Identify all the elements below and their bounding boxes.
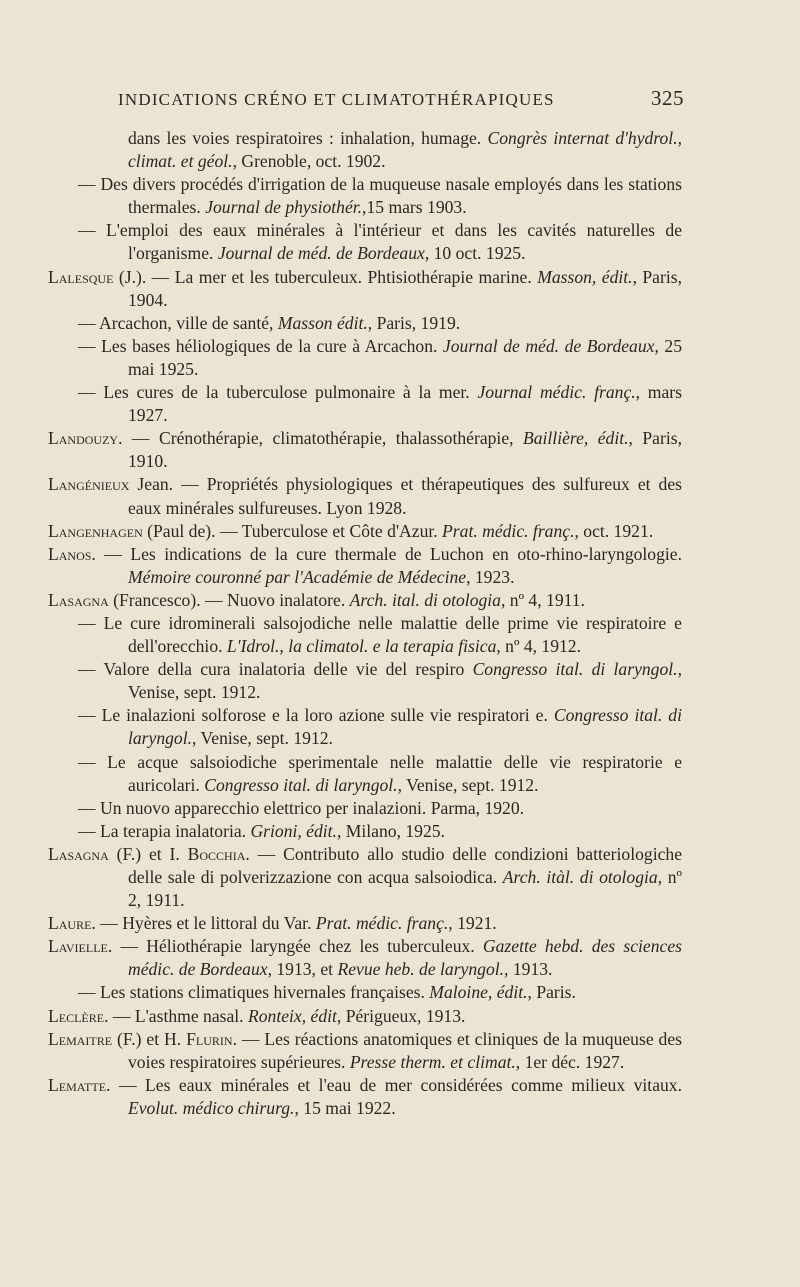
bibliography-entry: Leclère. — L'asthme nasal. Ronteix, édit, Périgueux, 1913. (48, 1005, 466, 1026)
bibliography-entry: — Des divers procédés d'irrigation de la muqueuse nasale employés dans les stations thermales. Journal de physiothér.,15 mars 1903. (78, 174, 682, 218)
bibliography-entry: — La terapia inalatoria. Grioni, édit., Milano, 1925. (78, 820, 445, 841)
bibliography-entry: — Un nuovo apparecchio elettrico per inalazioni. Parma, 1920. (78, 797, 525, 818)
bibliography-entry: Lavielle. — Héliothérapie laryngée chez les tuberculeux. Gazette hebd. des sciences médic. de Bordeaux, 1913, et Revue heb. de laryngol., 1913. (48, 936, 682, 980)
bibliography-entry: Lasagna (F.) et I. Bocchia. — Contributo allo studio delle condizioni batteriologiche delle sale di polverizzazione con acqua salsoiodica. Arch. itàl. di otologia, nº 2, 1911. (48, 843, 683, 911)
bibliography-entry: Langenhagen (Paul de). — Tuberculose et Côte d'Azur. Prat. médic. franç., oct. 1921. (48, 520, 654, 541)
bibliography-entry: Lematte. — Les eaux minérales et l'eau de mer considérées comme milieux vitaux. Evolut. médico chirurg., 15 mai 1922. (48, 1074, 682, 1118)
author-name: Lanos (48, 543, 92, 564)
author-name: Leclère (48, 1005, 105, 1026)
author-name: Bocchia (187, 843, 246, 864)
author-name: Lalesque (48, 266, 114, 287)
bibliography-entry: — Les bases héliologiques de la cure à Arcachon. Journal de méd. de Bordeaux, 25 mai 1925. (78, 335, 682, 379)
author-name: Flurin (186, 1028, 233, 1049)
bibliography-entry: Lalesque (J.). — La mer et les tuberculeux. Phtisiothérapie marine. Masson, édit., Paris, 1904. (48, 266, 682, 310)
author-name: Lasagna (48, 589, 109, 610)
bibliography-entry: — Les cures de la tuberculose pulmonaire à la mer. Journal médic. franç., mars 1927. (78, 382, 683, 426)
running-title: INDICATIONS CRÉNO ET CLIMATOTHÉRAPIQUES (118, 90, 555, 109)
running-header (118, 86, 684, 111)
author-name: Lemaitre (48, 1028, 113, 1049)
author-name: Laure (48, 913, 92, 934)
bibliography-entry: dans les voies respiratoires : inhalation, humage. Congrès internat d'hydrol., climat. et géol., Grenoble, oct. 1902. (128, 128, 682, 172)
author-name: Landouzy (48, 428, 119, 449)
bibliography-entry: — Les stations climatiques hivernales françaises. Maloine, édit., Paris. (78, 982, 576, 1003)
bibliography-entry: — Arcachon, ville de santé, Masson édit., Paris, 1919. (78, 312, 461, 333)
bibliography-entry: — Le cure idrominerali salsojodiche nelle malattie delle prime vie respiratoire e dell'orecchio. L'Idrol., la climatol. e la terapia fisica, nº 4, 1912. (78, 612, 682, 657)
bibliography-entry: — Valore della cura inalatoria delle vie del respiro Congresso ital. di laryngol., Venise, sept. 1912. (78, 659, 682, 703)
page-number: 325 (651, 86, 684, 110)
bibliography-entry: Landouzy. — Crénothérapie, climatothérapie, thalassothérapie, Baillière, édit., Paris, 1910. (48, 428, 682, 472)
author-name: Lematte (48, 1074, 107, 1095)
bibliography-list (48, 127, 682, 1120)
bibliography-entry: — L'emploi des eaux minérales à l'intérieur et dans les cavités naturelles de l'organisme. Journal de méd. de Bordeaux, 10 oct. 1925. (78, 220, 682, 264)
author-name: Langenhagen (48, 520, 143, 541)
bibliography-entry: Langénieux Jean. — Propriétés physiologiques et thérapeutiques des sulfureux et des eaux minérales sulfureuses. Lyon 1928. (48, 474, 682, 518)
bibliography-entry: Lemaitre (F.) et H. Flurin. — Les réactions anatomiques et cliniques de la muqueuse des voies respiratoires supérieures. Presse therm. et climat., 1er déc. 1927. (48, 1028, 683, 1072)
bibliography-entry: — Le acque salsoiodiche sperimentale nelle malattie delle vie respiratorie e auricolari. Congresso ital. di laryngol., Venise, sept. 1912. (78, 751, 682, 795)
bibliography-entry: Laure. — Hyères et le littoral du Var. Prat. médic. franç., 1921. (48, 913, 497, 934)
author-name: Lavielle (48, 936, 108, 957)
bibliography-entry: Lanos. — Les indications de la cure thermale de Luchon en oto-rhino-laryngologie. Mémoire couronné par l'Académie de Médecine, 1923. (48, 543, 682, 587)
bibliography-entry: — Le inalazioni solforose e la loro azione sulle vie respiratori e. Congresso ital. di laryngol., Venise, sept. 1912. (78, 705, 682, 749)
bibliography-entry: Lasagna (Francesco). — Nuovo inalatore. Arch. ital. di otologia, nº 4, 1911. (48, 589, 585, 610)
author-name: Lasagna (48, 843, 109, 864)
author-name: Langénieux (48, 474, 130, 495)
